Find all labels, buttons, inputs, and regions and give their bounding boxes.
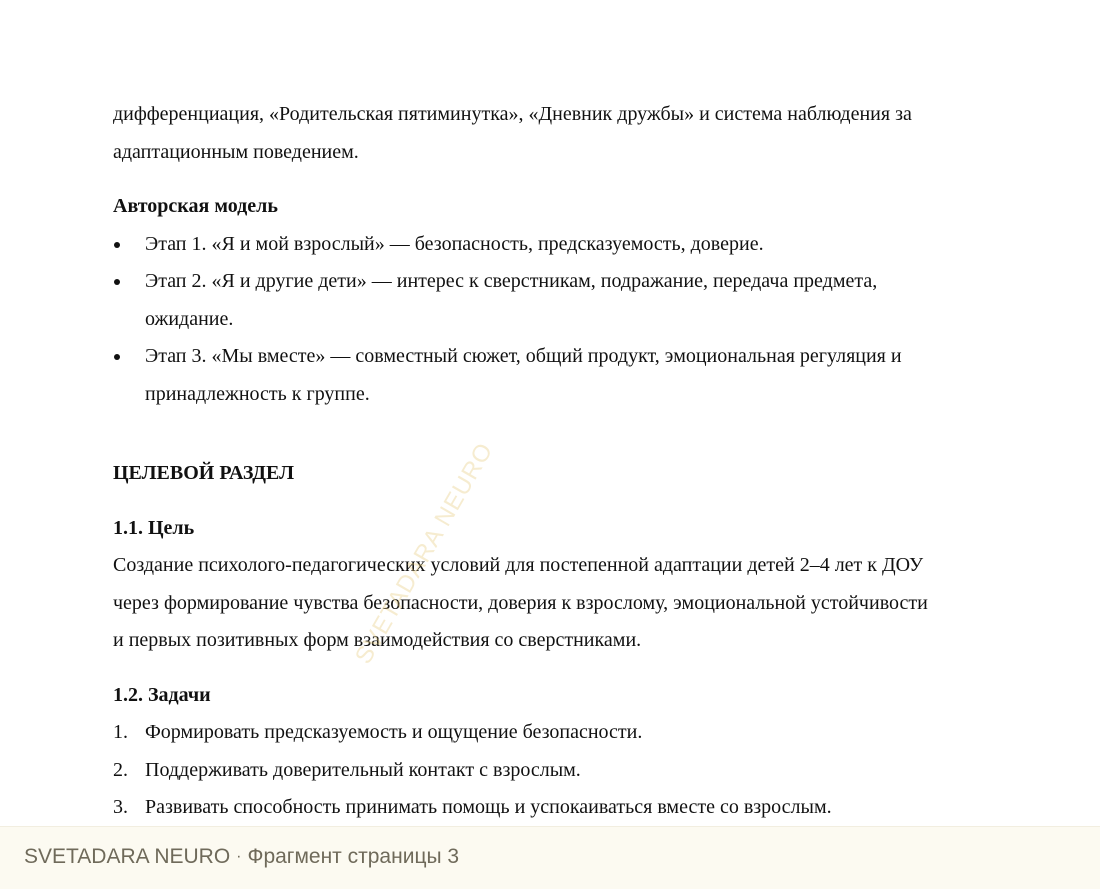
task-text: Формировать предсказуемость и ощущение безопасности.: [145, 721, 643, 743]
goal-line-3: и первых позитивных форм взаимодействия со сверстниками.: [113, 629, 642, 651]
target-section-heading: ЦЕЛЕВОЙ РАЗДЕЛ: [113, 462, 295, 484]
footer-fragment-label: Фрагмент страницы 3: [247, 845, 460, 868]
goal-line-1: Создание психолого-педагогических условий для постепенной адаптации детей 2–4 лет к ДОУ: [113, 554, 924, 576]
footer-separator: ·: [236, 848, 242, 865]
tasks-heading: 1.2. Задачи: [113, 683, 211, 706]
footer-caption: [24, 845, 459, 869]
list-item: [113, 714, 1013, 752]
intro-line-2: адаптационным поведением.: [113, 140, 359, 163]
task-number: 1.: [113, 721, 128, 743]
bullet-icon: [114, 354, 120, 360]
list-item: [113, 263, 1013, 338]
intro-line-1: дифференциация, «Родительская пятиминутка», «Дневник дружбы» и система наблюдения за: [113, 103, 912, 125]
footer-brand: SVETADARA NEURO: [24, 845, 231, 868]
watermark: SVETADARA NEURO: [350, 437, 499, 669]
goal-paragraph: [113, 547, 1013, 660]
list-item: [113, 338, 1013, 413]
task-text: Развивать способность принимать помощь и успокаиваться вместе со взрослым.: [145, 796, 832, 818]
stage-3-text-line-1: Этап 3. «Мы вместе» — совместный сюжет, общий продукт, эмоциональная регуляция и: [145, 345, 902, 367]
list-item: [113, 752, 1013, 790]
author-model-heading: Авторская модель: [113, 195, 278, 217]
goal-line-2: через формирование чувства безопасности, доверия к взрослому, эмоциональной устойчивости: [113, 591, 928, 614]
list-item: [113, 789, 1013, 827]
stage-1-text: Этап 1. «Я и мой взрослый» — безопасность, предсказуемость, доверие.: [145, 232, 764, 255]
stage-2-text-line-1: Этап 2. «Я и другие дети» — интерес к сверстникам, подражание, передача предмета,: [145, 270, 878, 292]
task-number: 3.: [113, 796, 128, 818]
bullet-icon: [114, 242, 120, 248]
document-content: [113, 96, 1013, 827]
tasks-list: [113, 714, 1013, 827]
author-model-stages: [113, 226, 1013, 414]
stage-2-text-line-2: ожидание.: [145, 307, 234, 330]
list-item: [113, 226, 1013, 264]
goal-heading: 1.1. Цель: [113, 516, 195, 539]
task-text: Поддерживать доверительный контакт с взрослым.: [145, 758, 581, 781]
stage-3-text-line-2: принадлежность к группе.: [145, 382, 370, 405]
bullet-icon: [114, 279, 120, 285]
task-number: 2.: [113, 758, 128, 781]
footer-bar: [0, 826, 1100, 889]
intro-paragraph: [113, 96, 1013, 171]
